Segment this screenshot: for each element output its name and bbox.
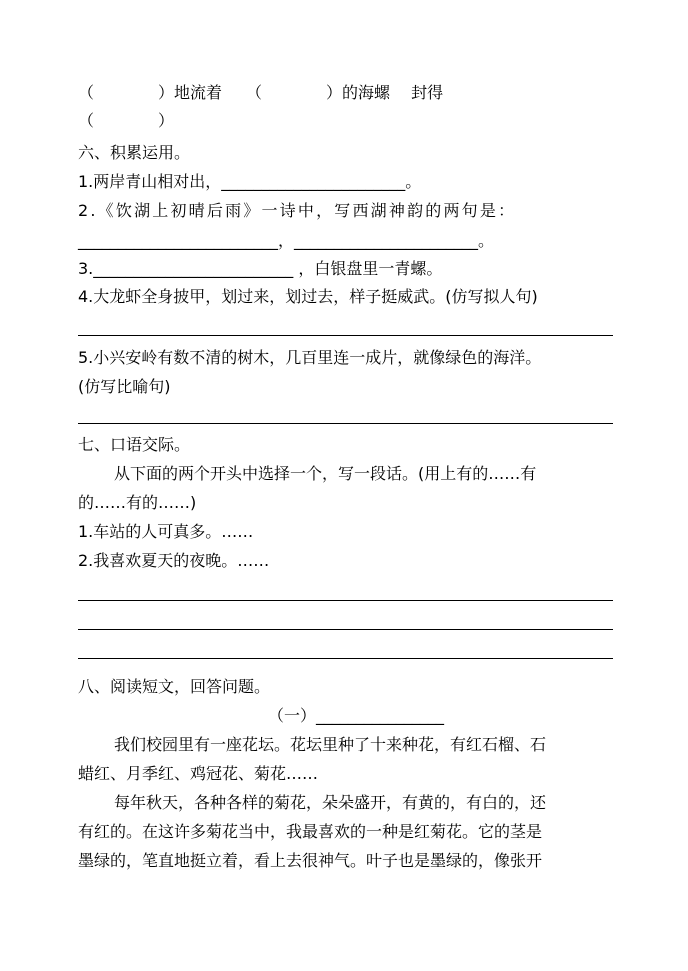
- section-6-question-4: 4.大龙虾全身披甲，划过来，划过去，样子挺威武。(仿写拟人句): [78, 287, 538, 306]
- section-6-question-3: 3._________________________ ，白银盘里一青螺。: [78, 259, 443, 278]
- passage-paragraph-1: 我们校园里有一座花坛。花坛里种了十来种花，有红石榴、石: [114, 735, 547, 754]
- section-6-question-2: 2.《饮湖上初晴后雨》一诗中，写西湖神韵的两句是：: [78, 201, 517, 220]
- fill-blank-line-2: （ ）: [78, 111, 175, 130]
- answer-line: [78, 629, 613, 630]
- passage-paragraph-1-cont: 蜡红、月季红、鸡冠花、菊花……: [78, 764, 319, 783]
- section-8-title: 八、阅读短文，回答问题。: [78, 677, 271, 696]
- section-7-title: 七、口语交际。: [78, 435, 191, 454]
- passage-paragraph-2-cont: 有红的。在这许多菊花当中，我最喜欢的一种是红菊花。它的茎是: [78, 822, 543, 841]
- passage-paragraph-2-cont: 墨绿的，笔直地挺立着，看上去很神气。叶子也是墨绿的，像张开: [78, 851, 543, 870]
- answer-line: [78, 335, 613, 336]
- section-7-option-1: 1.车站的人可真多。……: [78, 522, 254, 541]
- section-6-question-5: 5.小兴安岭有数不清的树木，几百里连一成片，就像绿色的海洋。: [78, 348, 542, 367]
- passage-paragraph-2: 每年秋天，各种各样的菊花，朵朵盛开，有黄的，有白的，还: [114, 793, 547, 812]
- section-6-question-1: 1.两岸青山相对出，_______________________。: [78, 172, 422, 191]
- section-7-instruction: 从下面的两个开头中选择一个，写一段话。(用上有的……有: [114, 464, 537, 483]
- section-7-instruction-cont: 的……有的……): [78, 493, 197, 512]
- section-7-option-2: 2.我喜欢夏天的夜晚。……: [78, 551, 270, 570]
- section-6-question-2-blanks: _________________________，_______________________。: [78, 231, 495, 250]
- section-6-question-5-instruction: (仿写比喻句): [78, 377, 171, 396]
- fill-blank-line-1: （ ）地流着 （ ）的海螺 封得: [78, 83, 444, 102]
- passage-1-heading: （一）________________: [268, 706, 445, 725]
- answer-line: [78, 658, 613, 659]
- answer-line: [78, 423, 613, 424]
- answer-line: [78, 600, 613, 601]
- section-6-title: 六、积累运用。: [78, 143, 191, 162]
